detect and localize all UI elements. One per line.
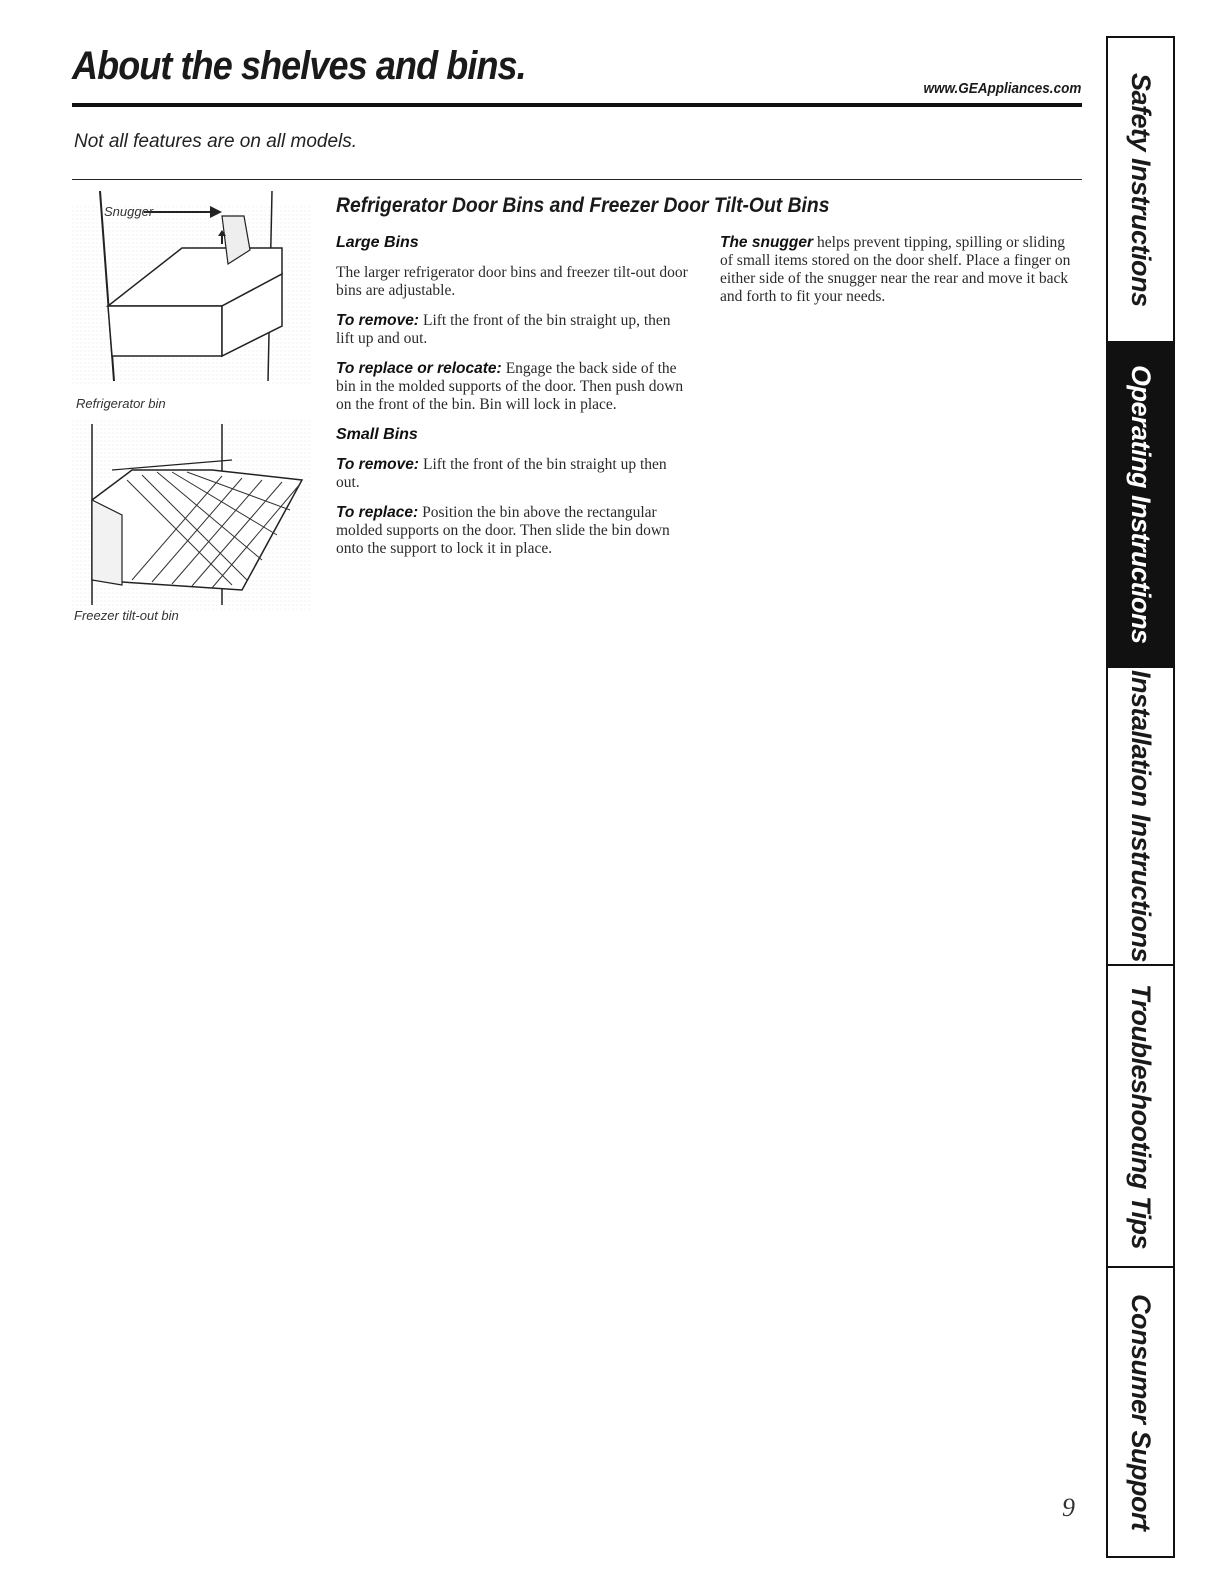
- remove-label: To remove:: [336, 312, 419, 329]
- small-bins-remove: [336, 456, 691, 492]
- tab-operating-instructions[interactable]: [1108, 343, 1173, 668]
- snugger-callout: Snugger: [104, 204, 154, 219]
- replace-text: Engage the back side of the bin in the molded supports of the door. Then push down on the front of the bin. Bin will lock in place.: [336, 360, 684, 413]
- large-bins-replace: [336, 360, 691, 414]
- tab-installation-instructions[interactable]: [1108, 668, 1173, 966]
- tab-label: Consumer Support: [1126, 1293, 1156, 1531]
- section-rule: [72, 179, 1082, 180]
- tab-consumer-support[interactable]: [1108, 1268, 1173, 1556]
- section-tabs: [1106, 36, 1175, 1558]
- tab-label: Installation Instructions: [1126, 669, 1156, 963]
- snugger-paragraph: [720, 234, 1080, 306]
- bins-instructions-column: [336, 234, 691, 570]
- tab-label: Troubleshooting Tips: [1126, 983, 1156, 1249]
- replace-text: Position the bin above the rectangular molded supports on the door. Then slide the bin down onto the support to lock it in place.: [336, 504, 670, 557]
- tab-label: Safety Instructions: [1126, 72, 1156, 307]
- large-bins-intro: The larger refrigerator door bins and freezer tilt-out door bins are adjustable.: [336, 264, 688, 299]
- section-heading: Refrigerator Door Bins and Freezer Door Tilt-Out Bins: [336, 194, 830, 217]
- freezer-bin-caption: Freezer tilt-out bin: [74, 608, 179, 623]
- refrigerator-bin-caption: Refrigerator bin: [76, 396, 166, 411]
- snugger-label: The snugger: [720, 234, 814, 251]
- replace-label: To replace:: [336, 504, 419, 521]
- replace-label: To replace or relocate:: [336, 360, 502, 377]
- page-subtitle: Not all features are on all models.: [74, 131, 358, 152]
- refrigerator-bin-illustration: [72, 186, 312, 386]
- large-bins-heading: Large Bins: [336, 234, 419, 251]
- remove-text: Lift the front of the bin straight up then out.: [336, 456, 667, 491]
- remove-label: To remove:: [336, 456, 419, 473]
- website-url: www.GEAppliances.com: [923, 80, 1081, 97]
- snugger-column: [720, 234, 1080, 318]
- small-bins-heading: Small Bins: [336, 426, 418, 443]
- page-title: About the shelves and bins.: [72, 44, 526, 88]
- tab-label: Operating Instructions: [1126, 365, 1156, 644]
- tab-safety-instructions[interactable]: [1108, 38, 1173, 343]
- large-bins-remove: [336, 312, 691, 348]
- title-rule: [72, 103, 1082, 107]
- freezer-bin-illustration: [72, 420, 312, 610]
- small-bins-replace: [336, 504, 691, 558]
- page-number: 9: [1062, 1493, 1075, 1522]
- tab-troubleshooting-tips[interactable]: [1108, 966, 1173, 1268]
- snugger-text: helps prevent tipping, spilling or sliding of small items stored on the door shelf. Place a finger on either side of the snugger near the rear and move it back and forth to fit your needs.: [720, 234, 1071, 305]
- remove-text: Lift the front of the bin straight up, then lift up and out.: [336, 312, 671, 347]
